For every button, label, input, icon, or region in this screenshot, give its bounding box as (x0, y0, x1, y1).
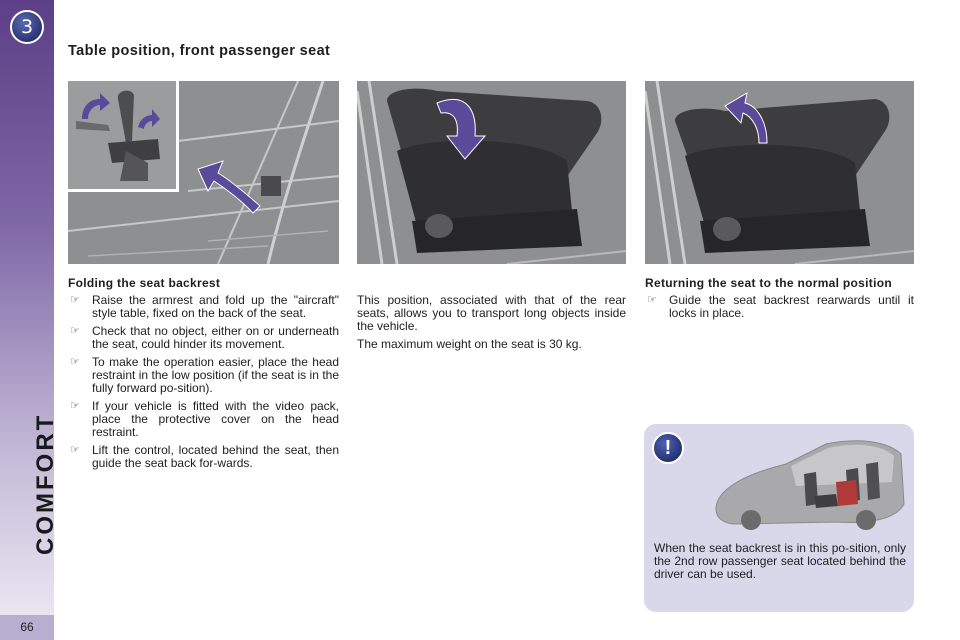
seat-armrest-icon (68, 81, 176, 189)
seat-backrest-fold-forward-arrow-icon (357, 81, 626, 264)
pointing-hand-icon: ☞ (647, 294, 657, 306)
returning-section (645, 277, 914, 325)
exclamation-icon: ! (652, 432, 684, 464)
inset-seat-diagram (68, 81, 179, 192)
position-description: This position, associated with that of the rear seats, allows you to transport long objects inside the vehicle. (357, 293, 626, 333)
chapter-title: COMFORT (32, 412, 59, 555)
folding-list (68, 294, 339, 470)
list-item: ☞ Raise the armrest and fold up the "aircraft" style table, fixed on the back of the seat. (70, 293, 339, 320)
list-item: ☞ Lift the control, located behind the seat, then guide the seat back for-wards. (70, 443, 339, 470)
chapter-sidebar (0, 0, 59, 640)
photo-return-backrest (645, 81, 914, 264)
pointing-hand-icon: ☞ (70, 444, 80, 456)
page-number: 66 (0, 615, 54, 640)
list-item: ☞ To make the operation easier, place the head restraint in the low position (if the seat is in the fully forward po-sition). (70, 355, 339, 395)
pointing-hand-icon: ☞ (70, 356, 80, 368)
warning-box (644, 424, 914, 612)
section-title: Table position, front passenger seat (68, 43, 331, 59)
list-item: ☞ Check that no object, either on or underneath the seat, could hinder its movement. (70, 324, 339, 351)
folding-heading: Folding the seat backrest (68, 276, 221, 290)
photo-fold-armrest (68, 81, 339, 264)
max-weight-note: The maximum weight on the seat is 30 kg. (357, 337, 582, 351)
chapter-number-badge: 3 (10, 10, 44, 44)
car-cutaway-illustration (706, 434, 906, 534)
seat-backrest-return-arrow-icon (645, 81, 914, 264)
pointing-hand-icon: ☞ (70, 325, 80, 337)
returning-heading: Returning the seat to the normal position (645, 276, 892, 290)
list-item: ☞ If your vehicle is fitted with the video pack, place the protective cover on the head restraint. (70, 399, 339, 439)
warning-text: When the seat backrest is in this po-sition, only the 2nd row passenger seat located behind the driver can be used. (654, 541, 906, 581)
pointing-hand-icon: ☞ (70, 294, 80, 306)
pointing-hand-icon: ☞ (70, 400, 80, 412)
returning-list (645, 294, 914, 320)
car-cutaway-seat-icon (706, 434, 906, 539)
list-item: ☞ Guide the seat backrest rearwards until it locks in place. (647, 293, 914, 320)
middle-section (357, 294, 626, 356)
folding-section (68, 277, 339, 475)
photo-fold-backrest (357, 81, 626, 264)
